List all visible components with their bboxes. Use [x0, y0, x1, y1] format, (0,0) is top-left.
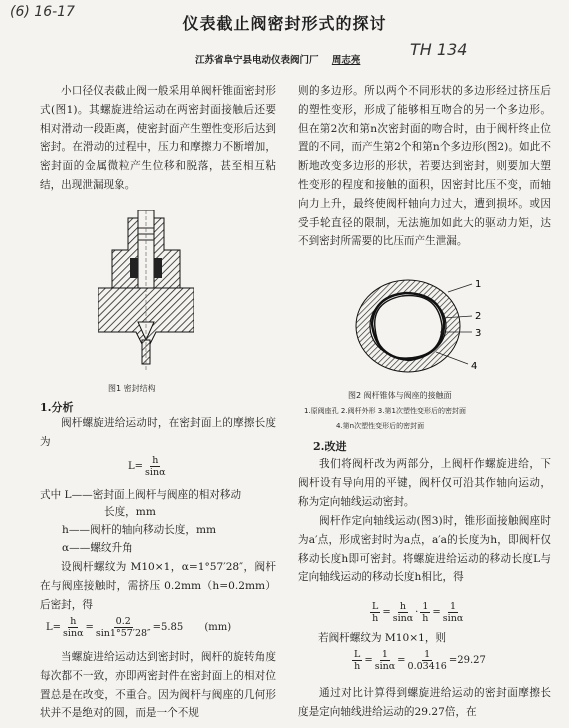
conclusion-paragraph: 当螺旋进给运动达到密封时，阀杆的旋转角度每次都不一致，亦即两密封件在密封面上的相对位置总是在改变，不重合。因为阀杆与阀座的几何形状并不是绝对的圆，而是一个不规 [40, 651, 276, 720]
affiliation: 江苏省阜宁县电动仪表阀门厂 [195, 55, 319, 66]
intro-paragraph: 小口径仪表截止阀一般采用单阀杆锥面密封形式(图1)。其螺旋进给运动在两密封面接触后还要相对滑动一段距离，使密封面产生塑性变形后达到密封。在滑动的过程中，压力和摩擦力不断增加，密封面的金属微粒产生位移和脱落，甚至相互粘结，出现泄漏现象。 [40, 85, 276, 191]
figure-2-contact-surface [350, 272, 490, 380]
definition-L-units: 长度，mm [104, 506, 156, 518]
definition-L: 式中 L——密封面上阀杆与阀座的相对移动 [40, 489, 242, 501]
figure-2-legend-line-2: 4.第n次塑性变形后的密封面 [336, 422, 425, 430]
analysis-paragraph: 阀杆螺旋进给运动时，在密封面上的摩擦长度为 [40, 417, 276, 448]
handwritten-classification-note: TH 134 [410, 40, 468, 59]
directional-motion-paragraph: 阀杆作定向轴线运动(图3)时，锥形面接触阀座时为a′点，形成密封时为a点，a′a的长度为h，即阀杆仅移动长度h即可密封。将螺旋进给运动的移动长度L与定向轴线运动的移动长度h相比，得 [298, 515, 551, 584]
equation-2: L= $\frac{h}{\sin\alpha}$ = $\frac{0.2}{\sin 1^\circ 57'28''}$ =5.85 (mm) [46, 616, 232, 639]
definition-h: h——阀杆的轴向移动长度，mm [62, 524, 217, 536]
article-title: 仪表截止阀密封形式的探讨 [182, 14, 387, 33]
section-1-heading: 1.分析 [40, 401, 74, 414]
figure-2-label-1: 1 [475, 279, 482, 290]
definition-alpha: α——螺纹升角 [62, 542, 133, 554]
author-name: 周志亮 [331, 55, 361, 66]
thread-condition-line: 若阀杆螺纹为 M10×1，则 [318, 632, 447, 644]
figure-2-caption: 图2 阀杆锥体与阀座的接触面 [348, 391, 452, 400]
continuation-paragraph: 则的多边形。所以两个不同形状的多边形经过挤压后的塑性变形，形成了能够相互吻合的另一个多边形。但在第2次和第n次密封面的吻合时，由于阀杆终止位置的不同，而产生第2个和第n个多边形(图2)。如此不断地改变多边形的形状，若要达到密封，则要加大塑性变形的程度和接触的面积，因密封比压不变，而轴向力上升，最终使阀杆轴向力过大，遭到损坏。或因受手轮直径的限制，无法施加如此大的驱动力矩，达不到密封所需要的比压而产生泄漏。 [298, 85, 551, 248]
figure-2-legend-line-1: 1.原阀座孔 2.阀杆外形 3.第1次塑性变形后的密封面 [304, 407, 466, 415]
handwritten-page-note: (6) 16-17 [10, 4, 75, 20]
figure-2-label-3: 3 [475, 328, 482, 339]
final-paragraph: 通过对比计算得到螺旋进给运动的密封面摩擦长度是定向轴线进给运动的29.27倍，在 [298, 687, 551, 718]
figure-2-label-2: 2 [475, 311, 482, 322]
equation-3: $\frac{L}{h}$ = $\frac{h}{\sin\alpha}$ · $\frac{1}{h}$ = $\frac{1}{\sin\alpha}$ [372, 601, 464, 624]
section-2-heading: 2.改进 [313, 440, 347, 453]
example-paragraph: 设阀杆螺纹为 M10×1，α=1°57′28″，阀杆在与阀座接触时，需挤压 0.2mm（h=0.2mm）后密封，得 [40, 561, 276, 611]
equation-4: $\frac{L}{h}$ = $\frac{1}{\sin\alpha}$ = $\frac{1}{0.03416}$ =29.27 [354, 649, 486, 672]
equation-1: L= $\frac{h}{\sin\alpha}$ [128, 455, 166, 478]
figure-1-caption: 图1 密封结构 [108, 384, 156, 393]
improvement-paragraph: 我们将阀杆改为两部分，上阀杆作螺旋进给，下阀杆设有导向用的平键，阀杆仅可沿其作轴向运动，称为定向轴线运动密封。 [298, 458, 551, 508]
figure-1-seal-structure [98, 210, 194, 370]
figure-2-label-4: 4 [471, 361, 478, 372]
byline [195, 52, 360, 66]
